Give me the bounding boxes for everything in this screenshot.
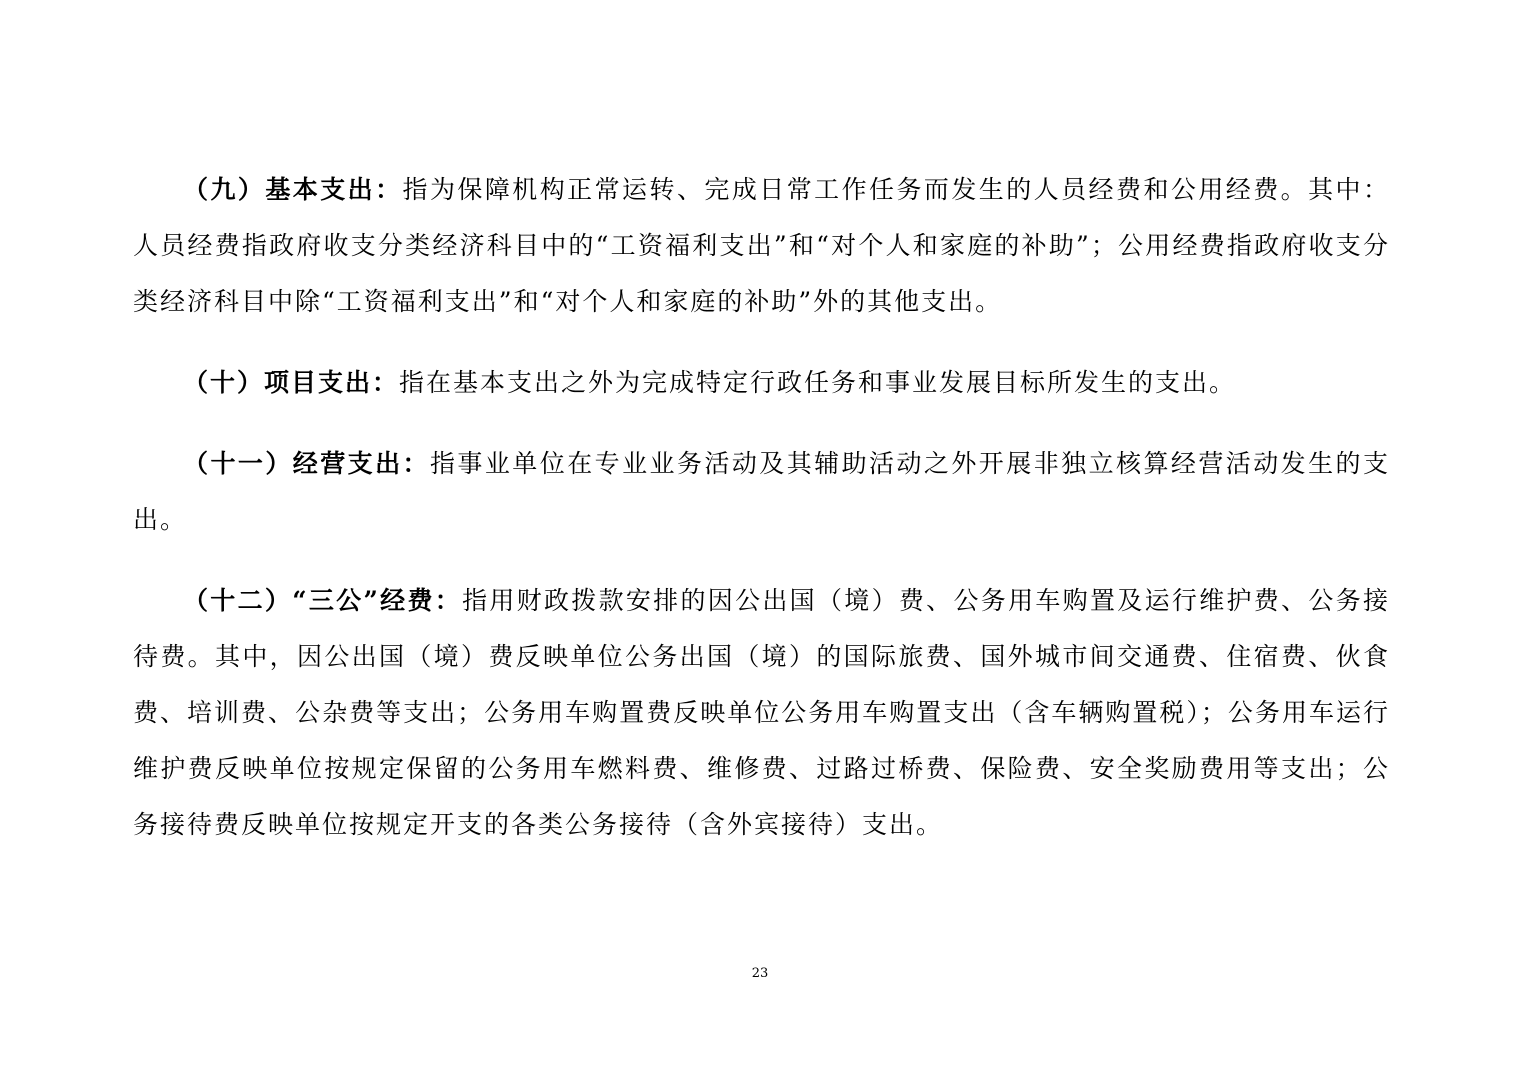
definition-basic-expenditure: 指为保障机构正常运转、完成日常工作任务而发生的人员经费和公用经费。其中：人员经费指政府收支分类经济科目中的“工资福利支出”和“对个人和家庭的补助”；公用经费指政府收支分类经济科目中除“工资福利支出”和“对个人和家庭的补助”外的其他支出。 (133, 175, 1390, 316)
document-body (133, 162, 1390, 878)
definition-operating-expenditure: 指事业单位在专业业务活动及其辅助活动之外开展非独立核算经营活动发生的支出。 (133, 449, 1390, 534)
term-three-public-expenses: （十二）“三公”经费： (183, 586, 463, 615)
paragraph-project-expenditure (133, 355, 1390, 411)
term-project-expenditure: （十）项目支出： (183, 368, 400, 397)
definition-three-public-expenses: 指用财政拨款安排的因公出国（境）费、公务用车购置及运行维护费、公务接待费。其中，因公出国（境）费反映单位公务出国（境）的国际旅费、国外城市间交通费、住宿费、伙食费、培训费、公杂费等支出；公务用车购置费反映单位公务用车购置支出（含车辆购置税）；公务用车运行维护费反映单位按规定保留的公务用车燃料费、维修费、过路过桥费、保险费、安全奖励费用等支出；公务接待费反映单位按规定开支的各类公务接待（含外宾接待）支出。 (133, 586, 1390, 839)
page-number: 23 (751, 966, 769, 981)
term-basic-expenditure: （九）基本支出： (183, 175, 403, 204)
definition-project-expenditure: 指在基本支出之外为完成特定行政任务和事业发展目标所发生的支出。 (399, 368, 1237, 397)
term-operating-expenditure: （十一）经营支出： (183, 449, 430, 478)
paragraph-basic-expenditure (133, 162, 1390, 330)
paragraph-three-public-expenses (133, 573, 1390, 853)
paragraph-operating-expenditure (133, 436, 1390, 548)
